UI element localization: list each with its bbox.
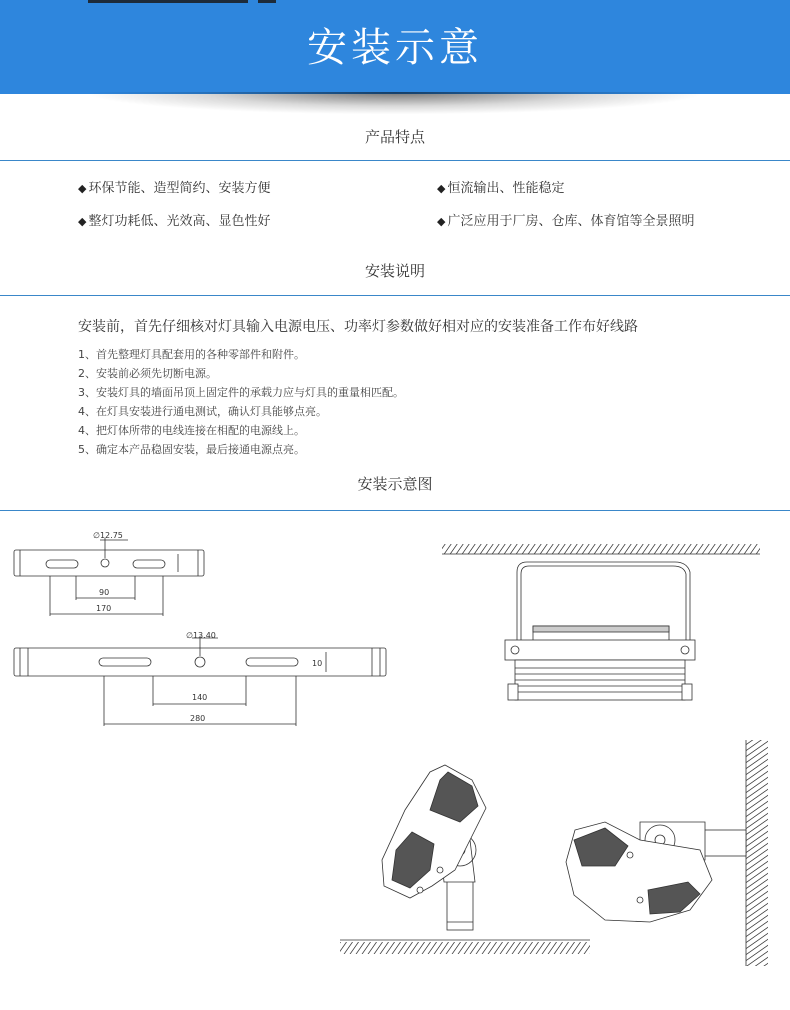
floor-mount-drawing [340, 765, 590, 954]
divider [0, 160, 790, 161]
dimension-label: 140 [192, 693, 208, 702]
hole-dimension-small: ∅12.75 [93, 531, 123, 540]
feature-item: ◆ 整灯功耗低、光效高、显色性好 [78, 214, 271, 229]
diamond-icon: ◆ [437, 215, 446, 228]
divider [0, 295, 790, 296]
diamond-icon: ◆ [78, 182, 87, 195]
ceiling-mount-drawing [442, 544, 760, 700]
instructions-title: 安装说明 [364, 262, 425, 280]
hole-dimension-large: ∅13.40 [186, 631, 216, 640]
diagram-title: 安装示意图 [357, 475, 433, 493]
step-item: 2、安装前必须先切断电源。 [78, 367, 217, 380]
feature-item: ◆ 广泛应用于厂房、仓库、体育馆等全景照明 [437, 214, 695, 229]
installation-diagram [0, 510, 790, 1010]
banner-title: 安装示意 [307, 25, 483, 71]
banner-shadow [90, 92, 700, 114]
diamond-icon: ◆ [78, 215, 87, 228]
step-item: 3、安装灯具的墙面吊顶上固定件的承载力应与灯具的重量相匹配。 [78, 386, 404, 399]
diamond-icon: ◆ [437, 182, 446, 195]
header-banner [0, 0, 790, 94]
instructions-intro: 安装前，首先仔细核对灯具输入电源电压、功率灯参数做好相对应的安装准备工作布好线路 [78, 319, 638, 335]
top-strip [88, 0, 248, 3]
step-item: 1、首先整理灯具配套用的各种零部件和附件。 [78, 348, 305, 361]
instructions-steps [78, 345, 404, 459]
step-item: 4、在灯具安装进行通电测试，确认灯具能够点亮。 [78, 405, 327, 418]
wall-mount-drawing [566, 740, 768, 966]
dimension-label: 170 [96, 604, 112, 613]
features-title: 产品特点 [364, 128, 425, 146]
step-item: 5、确定本产品稳固安装，最后接通电源点亮。 [78, 443, 305, 456]
feature-item: ◆ 恒流输出、性能稳定 [437, 181, 565, 196]
dimension-label: 90 [99, 588, 110, 597]
large-bracket-drawing [14, 636, 386, 726]
dimension-label: 280 [190, 714, 206, 723]
feature-item: ◆ 环保节能、造型简约、安装方便 [78, 181, 271, 196]
step-item: 4、把灯体所带的电线连接在相配的电源线上。 [78, 424, 305, 437]
top-strip [258, 0, 276, 3]
dimension-label: 10 [312, 659, 323, 668]
